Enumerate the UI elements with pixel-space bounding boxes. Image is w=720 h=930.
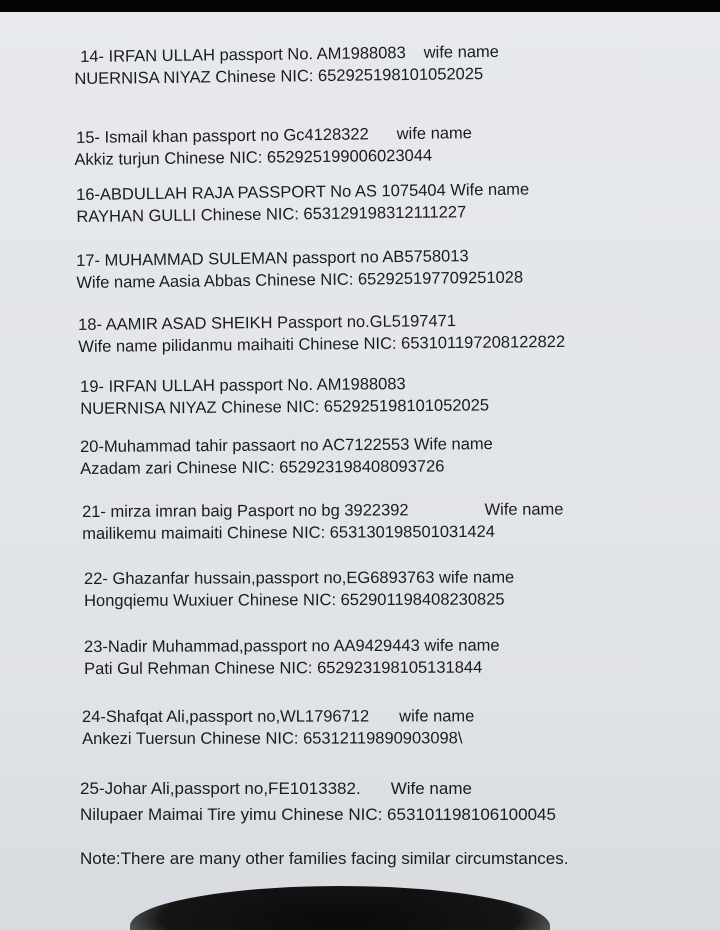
list-item [80, 778, 556, 826]
entry-line-2: Wife name Aasia Abbas Chinese NIC: 652925197709251028 [76, 268, 524, 292]
entry-line-2: Ankezi Tuersun Chinese NIC: 65312119890903098\ [82, 729, 463, 748]
entry-line-2: Pati Gul Rehman Chinese NIC: 652923198105131844 [84, 658, 483, 678]
list-item [80, 372, 489, 420]
entry-line-1: 23-Nadir Muhammad,passport no AA9429443 wife name [84, 636, 500, 656]
entry-line-1 [82, 705, 474, 728]
list-item [76, 122, 472, 171]
entry-line-2: Hongqiemu Wuxiuer Chinese NIC: 652901198408230825 [84, 590, 505, 610]
list-item [76, 245, 523, 294]
list-item [78, 309, 565, 358]
entry-line-1: 17- MUHAMMAD SULEMAN passport no AB5758013 [76, 247, 469, 270]
entry-wife-label: Wife name [484, 500, 564, 519]
entry-wife-label: wife name [423, 42, 500, 62]
entry-line-2: Azadam zari Chinese NIC: 652923198408093726 [80, 457, 445, 478]
entry-wife-label: Wife name [390, 779, 472, 798]
list-item [84, 635, 500, 680]
entry-line-2: Wife name pilidanmu maihaiti Chinese NIC: 653101197208122822 [78, 332, 566, 356]
entry-wife-label: wife name [399, 707, 475, 726]
entry-line-1 [80, 778, 556, 800]
entry-passport: 24-Shafqat Ali,passport no,WL1796712 [82, 707, 370, 726]
entry-line-1: 22- Ghazanfar hussain,passport no,EG6893763 wife name [84, 568, 515, 588]
entry-line-1 [82, 498, 563, 523]
list-item [82, 705, 474, 750]
entry-passport: 14- IRFAN ULLAH passport No. AM1988083 [80, 44, 406, 66]
entry-line-2: NUERNISA NIYAZ Chinese NIC: 652925198101052025 [74, 65, 484, 89]
footer-note: Note:There are many other families facing similar circumstances. [80, 849, 569, 868]
entry-line-1: 16-ABDULLAH RAJA PASSPORT No AS 1075404 Wife name [76, 180, 530, 204]
list-item [76, 178, 530, 228]
entry-line-2: Nilupaer Maimai Tire yimu Chinese NIC: 653101198106100045 [80, 805, 556, 824]
entry-line-2: mailikemu maimaiti Chinese NIC: 653130198501031424 [82, 522, 495, 543]
entry-line-2: RAYHAN GULLI Chinese NIC: 653129198312111227 [76, 203, 467, 226]
entry-wife-label: wife name [396, 124, 473, 144]
entry-passport: 25-Johar Ali,passport no,FE1013382. [80, 779, 361, 798]
entry-passport: 15- Ismail khan passport no Gc4128322 [76, 125, 369, 147]
entry-passport: 21- mirza imran baig Pasport no bg 3922392 [82, 501, 409, 521]
list-item [84, 566, 514, 612]
entry-line-1: 19- IRFAN ULLAH passport No. AM1988083 [80, 375, 406, 396]
list-item [74, 41, 500, 90]
entry-line-2: NUERNISA NIYAZ Chinese NIC: 652925198101052025 [80, 396, 490, 418]
list-item [80, 433, 493, 480]
entry-line-1: 18- AAMIR ASAD SHEIKH Passport no.GL5197471 [78, 312, 457, 334]
entry-line-1: 20-Muhammad tahir passaort no AC7122553 Wife name [80, 435, 493, 456]
list-item [82, 498, 564, 545]
entry-line-2: Akkiz turjun Chinese NIC: 652925199006023044 [74, 146, 433, 170]
